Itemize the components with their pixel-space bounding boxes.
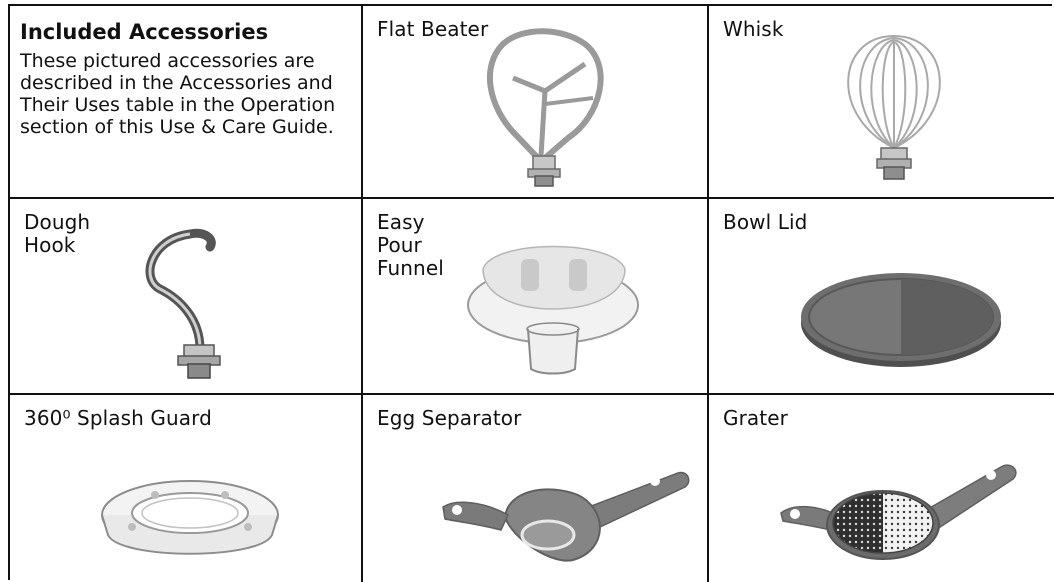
whisk-image xyxy=(709,6,1054,199)
accessory-label: Dough Hook xyxy=(24,210,91,257)
accessory-cell-pour-funnel xyxy=(363,199,709,395)
accessory-cell-grater xyxy=(709,395,1054,582)
intro-cell xyxy=(10,6,363,199)
accessory-label: Flat Beater xyxy=(377,17,489,41)
accessory-label: Egg Separator xyxy=(377,406,522,430)
accessory-label: Whisk xyxy=(723,17,784,41)
accessory-cell-dough-hook xyxy=(10,199,363,395)
accessory-cell-whisk xyxy=(709,6,1054,199)
intro-title: Included Accessories xyxy=(20,20,269,44)
flat-beater-image xyxy=(363,6,709,199)
intro-text: These pictured accessories are described in the Accessories and Their Uses table in the Operation section of this Use & Care Guide. xyxy=(20,50,336,138)
accessory-cell-egg-separator xyxy=(363,395,709,582)
splash-guard-image xyxy=(10,395,363,582)
pour-funnel-image xyxy=(363,199,709,395)
egg-separator-image xyxy=(363,395,709,582)
accessory-cell-bowl-lid xyxy=(709,199,1054,395)
accessories-table xyxy=(8,4,1052,580)
dough-hook-image xyxy=(10,199,363,395)
accessory-label: Bowl Lid xyxy=(723,210,808,234)
accessory-label: Grater xyxy=(723,406,788,430)
accessory-label: Easy Pour Funnel xyxy=(377,210,444,280)
grater-image xyxy=(709,395,1054,582)
accessory-cell-splash-guard xyxy=(10,395,363,582)
accessory-label: 360⁰ Splash Guard xyxy=(24,406,212,430)
bowl-lid-image xyxy=(709,199,1054,395)
accessory-cell-flat-beater xyxy=(363,6,709,199)
